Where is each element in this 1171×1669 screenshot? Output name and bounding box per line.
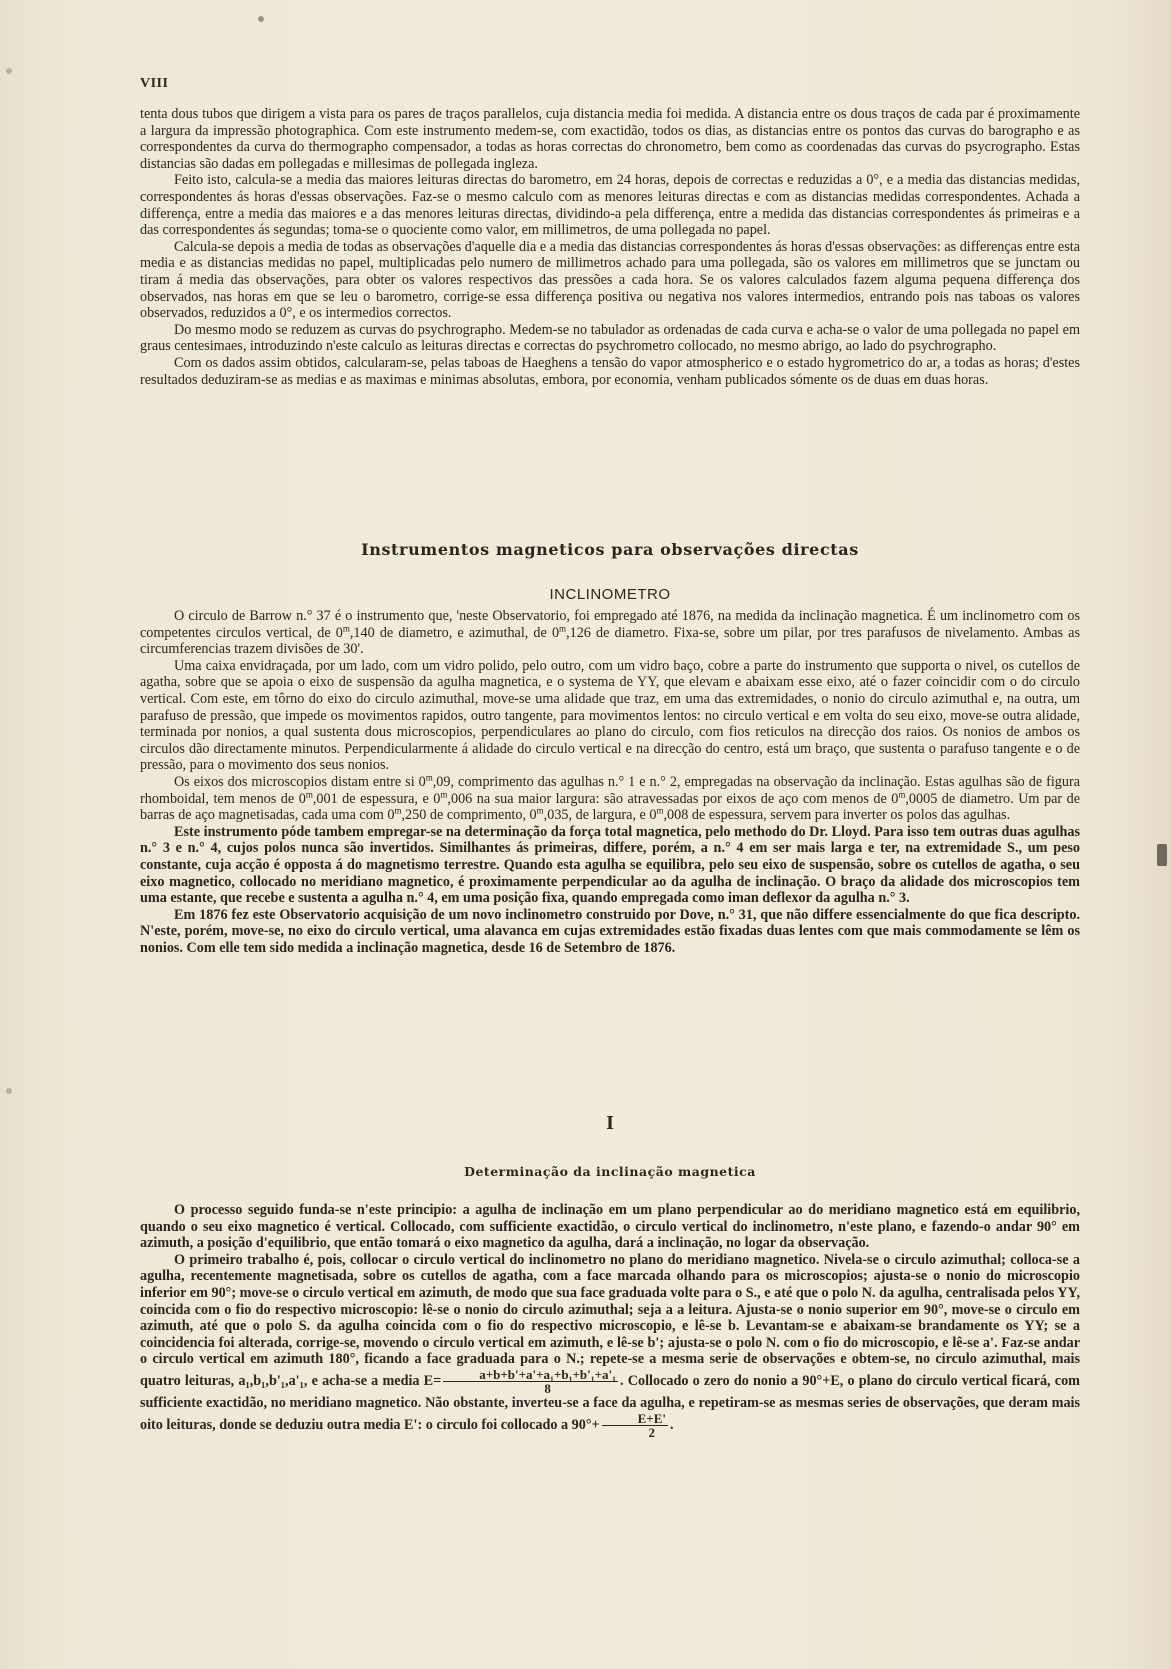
paper-speck xyxy=(6,68,12,74)
determinacao-text-block xyxy=(140,1202,1080,1439)
paragraph: tenta dous tubos que dirigem a vista para os pares de traços parallelos, cuja distancia media foi medida. A distancia entre os dous traços de cada par é proximamente a largura da impressão photographica. Com este instrumento medem-se, com exactidão, todos os dias, as distancias entre os pontos das curvas do barographo e as correspondentes da curva do thermographo compensador, a todas as horas correctas do chronometro, bem como as coordenadas das curvas do psycrographo. Estas distancias são dadas em pollegadas e millesimas de pollegada ingleza. xyxy=(140,106,1080,172)
paragraph: Do mesmo modo se reduzem as curvas do psychrographo. Medem-se no tabulador as ordenadas de cada curva e acha-se o valor de uma pollegada no papel em graus centesimaes, introduzindo n'este calculo as leituras directas e correctas do psychrometro collocado, no mesmo abrigo, ao lado do psychrographo. xyxy=(140,321,1080,355)
chapter-numeral: I xyxy=(606,1112,614,1134)
page-number: VIII xyxy=(140,76,169,91)
paragraph: Calcula-se depois a media de todas as observações d'aquelle dia e a media das distancias correspondentes ás horas d'essas observações: as differenças entre esta media e as distancias medidas no papel, multiplicadas pelo numero de millimetros achado para uma pollegada, são os valores em millimetros que se junctam ou tiram á media das observações, para obter os valores respectivos das pressões a cada hora. Se os valores calculados fazem alguma pequena differença dos observados, nas horas em que se leu o barometro, corrige-se essa differença positiva ou negativa nos valores intermedios, entrando pois nas taboas os valores observados, reduzidos a 0°, e os intermedios correctos. xyxy=(140,238,1080,322)
paragraph: O circulo de Barrow n.° 37 é o instrumento que, 'neste Observatorio, foi empregado até 1876, na medida da inclinação magnetica. É um inclinometro com os competentes circulos vertical, de 0$^m$,140 de diametro, e azimuthal, de 0$^m$,126 de diametro. Fixa-se, sobre um pilar, por tres parafusos de nivelamento. Ambas as circumferencias trazem divisões de 30'. xyxy=(140,608,1080,658)
section-subheading: INCLINOMETRO xyxy=(549,586,671,603)
mean-formula: $\frac{\text{a+b+b'+a'+a₁+b₁+b'₁+a'₁}}{8}$ xyxy=(443,1368,618,1395)
upper-text-block xyxy=(140,106,1080,388)
paragraph: Em 1876 fez este Observatorio acquisição de um novo inclinometro construido por Dove, n.° 31, que não differe essencialmente do que fica descripto. N'este, porém, move-se, no eixo do circulo vertical, uma alavanca em cujas extremidades estão fixadas duas lentes com que mais commodamente se lêm os nonios. Com elle tem sido medida a inclinação magnetica, desde 16 de Setembro de 1876. xyxy=(140,906,1080,956)
half-sum-formula: $\frac{E+E'}{2}$ xyxy=(602,1412,668,1439)
inclinometro-text-block xyxy=(140,608,1080,956)
paragraph: O processo seguido funda-se n'este principio: a agulha de inclinação em um plano perpendicular ao do meridiano magnetico está em equilibrio, quando o seu eixo magnetico é vertical. Collocado, com sufficiente exactidão, o circulo vertical do inclinometro, n'este plano, e fazendo-o andar 90° em azimuth, a posição d'equilibrio, que então tomará o eixo magnetico da agulha, dará a inclinação, no logar da observação. xyxy=(140,1202,1080,1252)
paragraph: Este instrumento póde tambem empregar-se na determinação da força total magnetica, pelo methodo do Dr. Lloyd. Para isso tem outras duas agulhas n.° 3 e n.° 4, cujos polos nunca são invertidos. Similhantes ás primeiras, differe, porém, a n.° 4 em ser mais larga e ter, na extremidade S., um peso constante, cuja acção é opposta á do magnetismo terrestre. Quando esta agulha se equilibra, pelo seu eixo de suspensão, sobre os cutellos de agatha, o seu eixo magnetico, collocado no meridiano magnetico, é proximamente perpendicular ao da agulha de inclinação. O braço da alidade dos microscopios tem uma estante, que recebe e sustenta a agulha n.° 4, em uma posição fixa, quando empregada como iman deflexor da agulha n.° 3. xyxy=(140,823,1080,907)
paragraph: Uma caixa envidraçada, por um lado, com um vidro polido, pelo outro, com um vidro baço, cobre a parte do instrumento que supporta o nivel, os cutellos de agatha, sobre que se apoia o eixo de suspensão da agulha magnetica, e o systema de YY, que elevam e abaixam esse eixo, até o fazer coincidir com o do circulo vertical. Com este, em tôrno do eixo do circulo azimuthal, move-se uma alidade que traz, em uma das extremidades, o nonio do circulo azimuthal e, na outra, um parafuso de pressão, que impede os movimentos rapidos, outro tangente, para movimentos lentos: no circulo vertical e em volta do seu eixo, move-se outra alidade, terminada por nonios, a qual sustenta dous microscopios, perpendiculares ao plano do circulo, com fios reticulos na direcção dos raios. Os nonios de ambos os circulos dão directamente minutos. Perpendicularmente á alidade do circulo vertical e na direcção do centro, está um braço, que sustenta o parafuso tangente e o de pressão, para o movimento dos seus nonios. xyxy=(140,657,1080,774)
paper-speck xyxy=(6,1088,12,1094)
paragraph: Com os dados assim obtidos, calcularam-se, pelas taboas de Haeghens a tensão do vapor atmospherico e o estado hygrometrico do ar, a todas as horas; d'estes resultados deduziram-se as medias e as maximas e minimas absolutas, embora, por economia, venham publicados sómente os de duas em duas horas. xyxy=(140,354,1080,388)
paragraph: Os eixos dos microscopios distam entre si 0$^m$,09, comprimento das agulhas n.° 1 e n.° 2, empregadas na observação da inclinação. Estas agulhas são de figura rhomboidal, tem menos de 0$^m$,001 de espessura, e 0$^m$,006 na sua maior largura: são atravessadas por eixos de aço com menos de 0$^m$,0005 de diametro. Um par de barras de aço magnetisadas, cada uma com 0$^m$,250 de comprimento, 0$^m$,035, de largura, e 0$^m$,008 de espessura, servem para inverter os polos das agulhas. xyxy=(140,772,1080,824)
paper-speck xyxy=(258,16,264,22)
subsection-heading: Determinação da inclinação magnetica xyxy=(464,1164,756,1179)
margin-tab-mark xyxy=(1157,844,1167,866)
paragraph: Feito isto, calcula-se a media das maiores leituras directas do barometro, em 24 horas, depois de correctas e reduzidas a 0°, e a media das distancias medidas, correspondentes ás horas d'essas observações. Faz-se o mesmo calculo com as menores leituras directas e com as distancias medidas correspondentes. Achada a differença, entre a media das maiores e a das menores leituras directas, dividindo-a pela differença, entre a medida das distancias correspondentes ás primeiras e a das correspondentes ás segundas; toma-se o quociente como valor, em millimetros, de uma pollegada no papel. xyxy=(140,172,1080,239)
paragraph: O primeiro trabalho é, pois, collocar o circulo vertical do inclinometro no plano do meridiano magnetico. Nivela-se o circulo azimuthal; colloca-se a agulha, recentemente magnetisada, sobre os cutellos de agatha, com a face marcada olhando para os microscopios; ajusta-se o nonio do microscopio inferior em 90°; move-se o circulo vertical em azimuth, de modo que sua face graduada volte para o S., e até que o polo N. da agulha, centralisada pelos YY, coincida com o fio do respectivo microscopio: lê-se o nonio do circulo azimuthal; seja a a leitura. Ajusta-se o nonio superior em 90°, move-se o circulo em azimuth, até que o polo S. da agulha coincida com o fio do respectivo microscopio, e lê-se b. Levantam-se e abaixam-se brandamente os YY; se a coincidencia foi alterada, corrige-se, movendo o circulo vertical em azimuth, e lê-se b'; ajusta-se o polo N. com o fio do microscopio, e lê-se a'. Faz-se andar o circulo vertical em azimuth 180°, ficando a face graduada para o N.; repete-se a mesma serie de observações e obtem-se, no circulo azimuthal, mais quatro leituras, a₁,b₁,b'₁,a'₁, e acha-se a media E= $\frac{\text{a+b+b'+a'+a₁+b₁+b'₁+a'₁}}{8}$ . Collocado o zero do nonio a 90°+E, o plano do circulo vertical ficará, com sufficiente exactidão, no meridiano magnetico. Não obstante, inverteu-se a face da agulha, e repetiram-se as mesmas series de observações, que deram mais oito leituras, donde se deduziu outra media E': o circulo foi collocado a 90°+ $\frac{E+E'}{2}$ . xyxy=(140,1251,1080,1440)
section-heading: Instrumentos magneticos para observações directas xyxy=(361,540,859,559)
